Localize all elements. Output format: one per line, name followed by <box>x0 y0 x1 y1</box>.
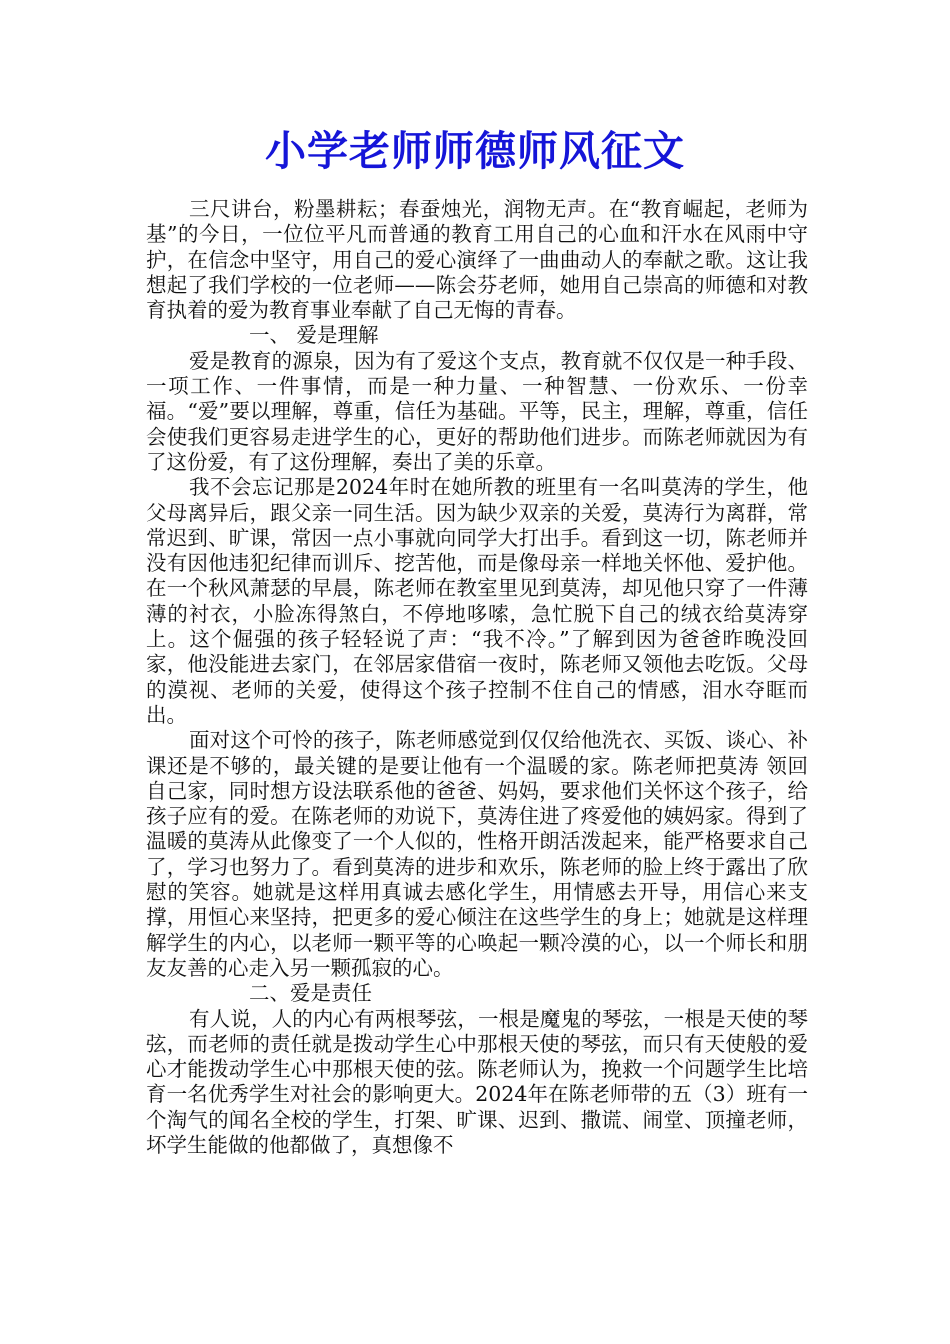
section-heading: 二、爱是责任 <box>249 981 372 1006</box>
body-paragraph: 三尺讲台，粉墨耕耘；春蚕烛光，润物无声。在“教育崛起，老师为基”的今日，一位位平凡而普通的教育工用自己的心血和汗水在风雨中守护，在信念中坚守，用自己的爱心演绎了一曲曲动人的奉献之歌。这让我想起了我们学校的一位老师——陈会芬老师，她用自己崇高的师德和对教育执着的爱为教育事业奉献了自己无悔的青春。 <box>146 197 808 323</box>
body-paragraph: 我不会忘记那是2024年时在她所教的班里有一名叫莫涛的学生，他父母离异后，跟父亲一同生活。因为缺少双亲的关爱，莫涛行为离群，常常迟到、旷课，常因一点小事就向同学大打出手。看到这一切，陈老师并没有因他违犯纪律而训斥、挖苦他，而是像母亲一样地关怀他、爱护他。在一个秋风萧瑟的早晨，陈老师在教室里见到莫涛，却见他只穿了一件薄薄的衬衣，小脸冻得煞白，不停地哆嗦，急忙脱下自己的绒衣给莫涛穿上。这个倔强的孩子轻轻说了声：“我不冷。”了解到因为爸爸昨晚没回家，他没能进去家门，在邻居家借宿一夜时，陈老师又领他去吃饭。父母的漠视、老师的关爱，使得这个孩子控制不住自己的情感，泪水夺眶而出。 <box>146 475 808 727</box>
body-paragraph: 面对这个可怜的孩子，陈老师感觉到仅仅给他洗衣、买饭、谈心、补课还是不够的，最关键的是要让他有一个温暖的家。陈老师把莫涛 领回自己家，同时想方设法联系他的爸爸、妈妈，要求他们关怀这个孩子，给孩子应有的爱。在陈老师的劝说下，莫涛住进了疼爱他的姨妈家。得到了温暖的莫涛从此像变了一个人似的，性格开朗活泼起来，能严格要求自己了，学习也努力了。看到莫涛的进步和欢乐，陈老师的脸上终于露出了欣慰的笑容。她就是这样用真诚去感化学生，用情感去开导，用信心来支撑，用恒心来坚持，把更多的爱心倾注在这些学生的身上；她就是这样理解学生的内心，以老师一颗平等的心唤起一颗冷漠的心，以一个师长和朋友友善的心走入另一颗孤寂的心。 <box>146 728 808 980</box>
body-paragraph: 有人说，人的内心有两根琴弦，一根是魔鬼的琴弦，一根是天使的琴弦，而老师的责任就是拨动学生心中那根天使的琴弦，而只有天使般的爱心才能拨动学生心中那根天使的弦。陈老师认为，挽救一个问题学生比培育一名优秀学生对社会的影响更大。2024年在陈老师带的五（3）班有一个淘气的闻名全校的学生，打架、旷课、迟到、撒谎、闹堂、顶撞老师，坏学生能做的他都做了，真想像不 <box>146 1006 808 1157</box>
section-heading: 一、 爱是理解 <box>249 323 379 348</box>
document-body <box>146 197 808 1158</box>
document-title: 小学老师师德师风征文 <box>265 127 685 175</box>
body-paragraph: 爱是教育的源泉，因为有了爱这个支点，教育就不仅仅是一种手段、一项工作、一件事情，而是一种力量、一种智慧、一份欢乐、一份幸福。“爱”要以理解，尊重，信任为基础。平等，民主，理解，尊重，信任会使我们更容易走进学生的心，更好的帮助他们进步。而陈老师就因为有了这份爱，有了这份理解，奏出了美的乐章。 <box>146 348 808 474</box>
